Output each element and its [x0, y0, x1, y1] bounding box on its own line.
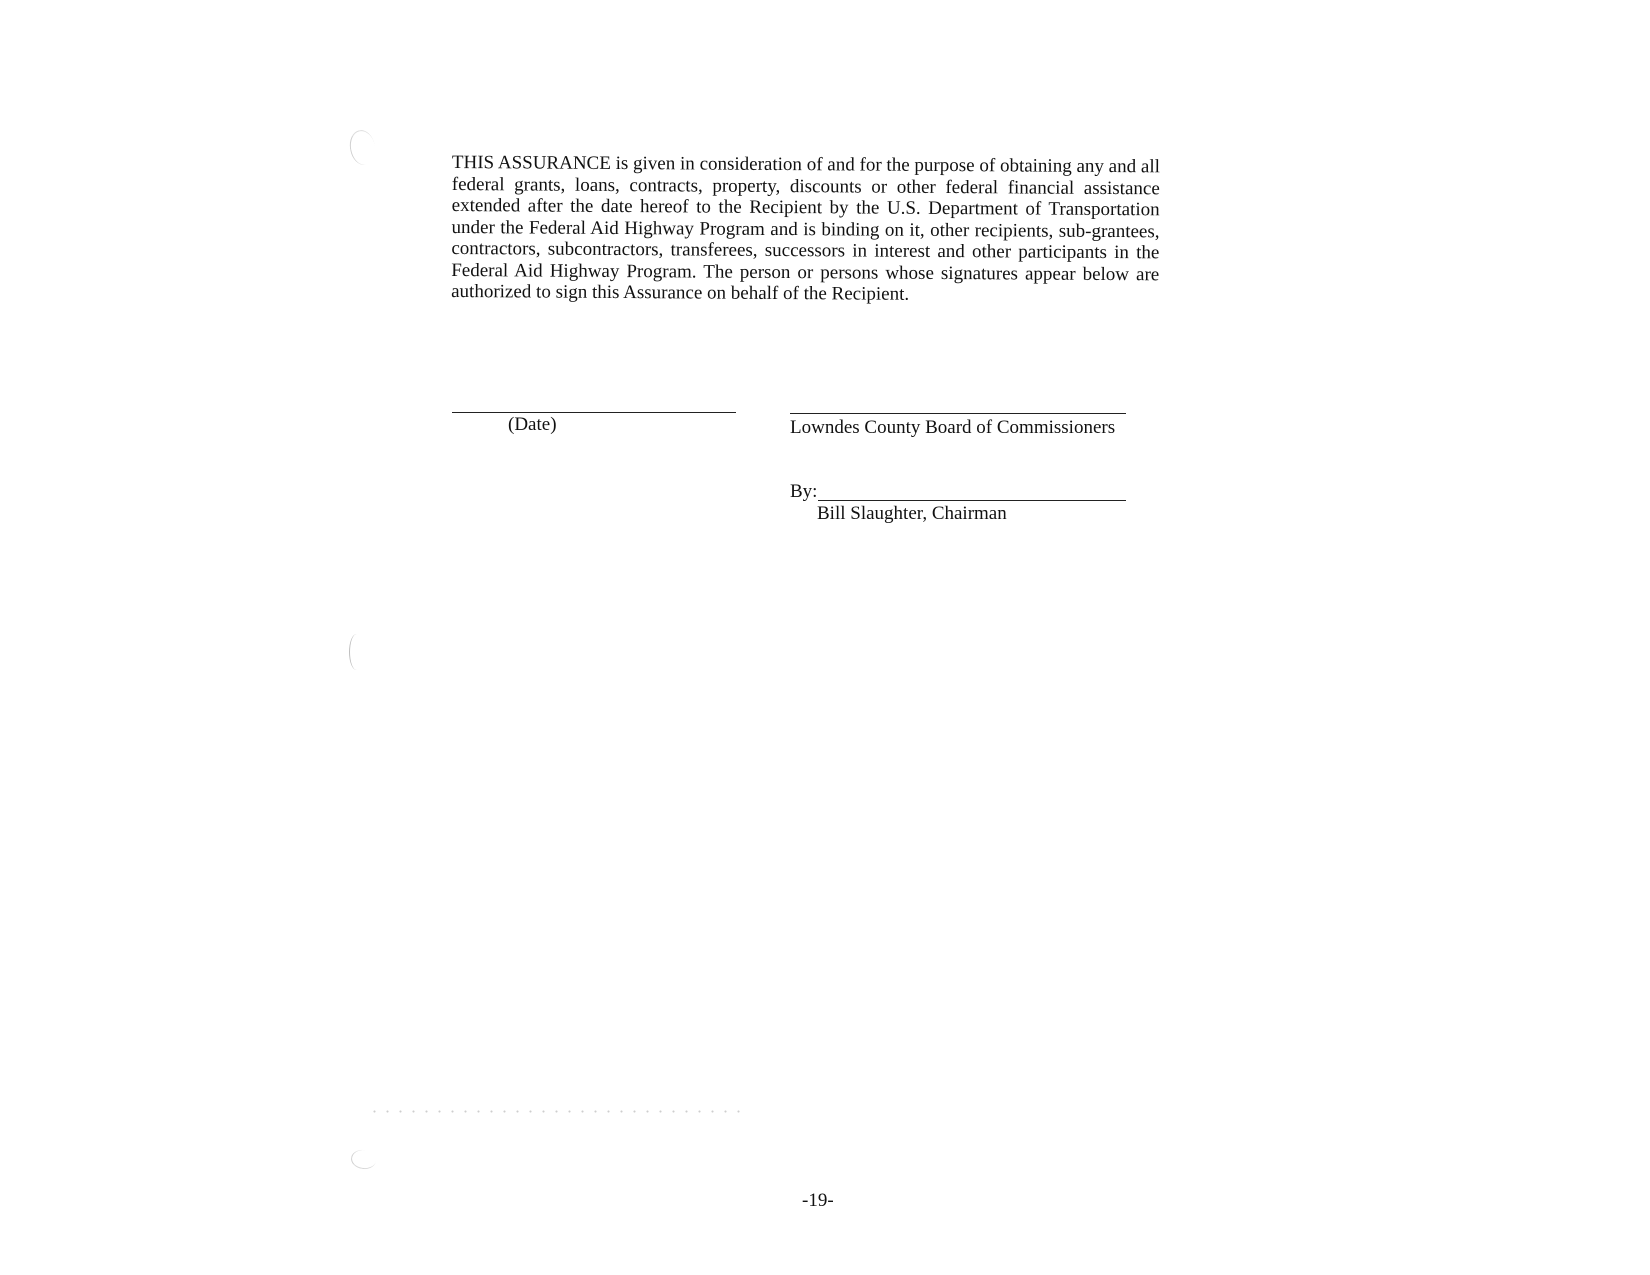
scan-margin-mark [347, 128, 378, 167]
scan-margin-mark [349, 634, 364, 670]
organization-name: Lowndes County Board of Commissioners [790, 417, 1116, 438]
signer-signature-line [818, 500, 1126, 501]
signer-name: Bill Slaughter, Chairman [817, 503, 1007, 524]
date-signature-line [452, 412, 736, 413]
organization-signature-line [790, 413, 1126, 414]
assurance-paragraph: THIS ASSURANCE is given in consideration of and for the purpose of obtaining any and all federal grants, loans, contracts, property, discounts or other federal financial assistance extended after the date hereof to the Recipient by the U.S. Department of Transportation under the Federal Aid Highway Program and is binding on it, other recipients, sub-grantees, contractors, subcontractors, transferees, successors in interest and other participants in the Federal Aid Highway Program. The person or persons whose signatures appear below are authorized to sign this Assurance on behalf of the Recipient. [451, 152, 1160, 305]
page-number: -19- [802, 1190, 834, 1211]
scan-speckle-row [368, 1110, 748, 1113]
scan-margin-mark [350, 1148, 377, 1170]
date-label: (Date) [508, 414, 557, 435]
by-label: By: [790, 481, 818, 502]
